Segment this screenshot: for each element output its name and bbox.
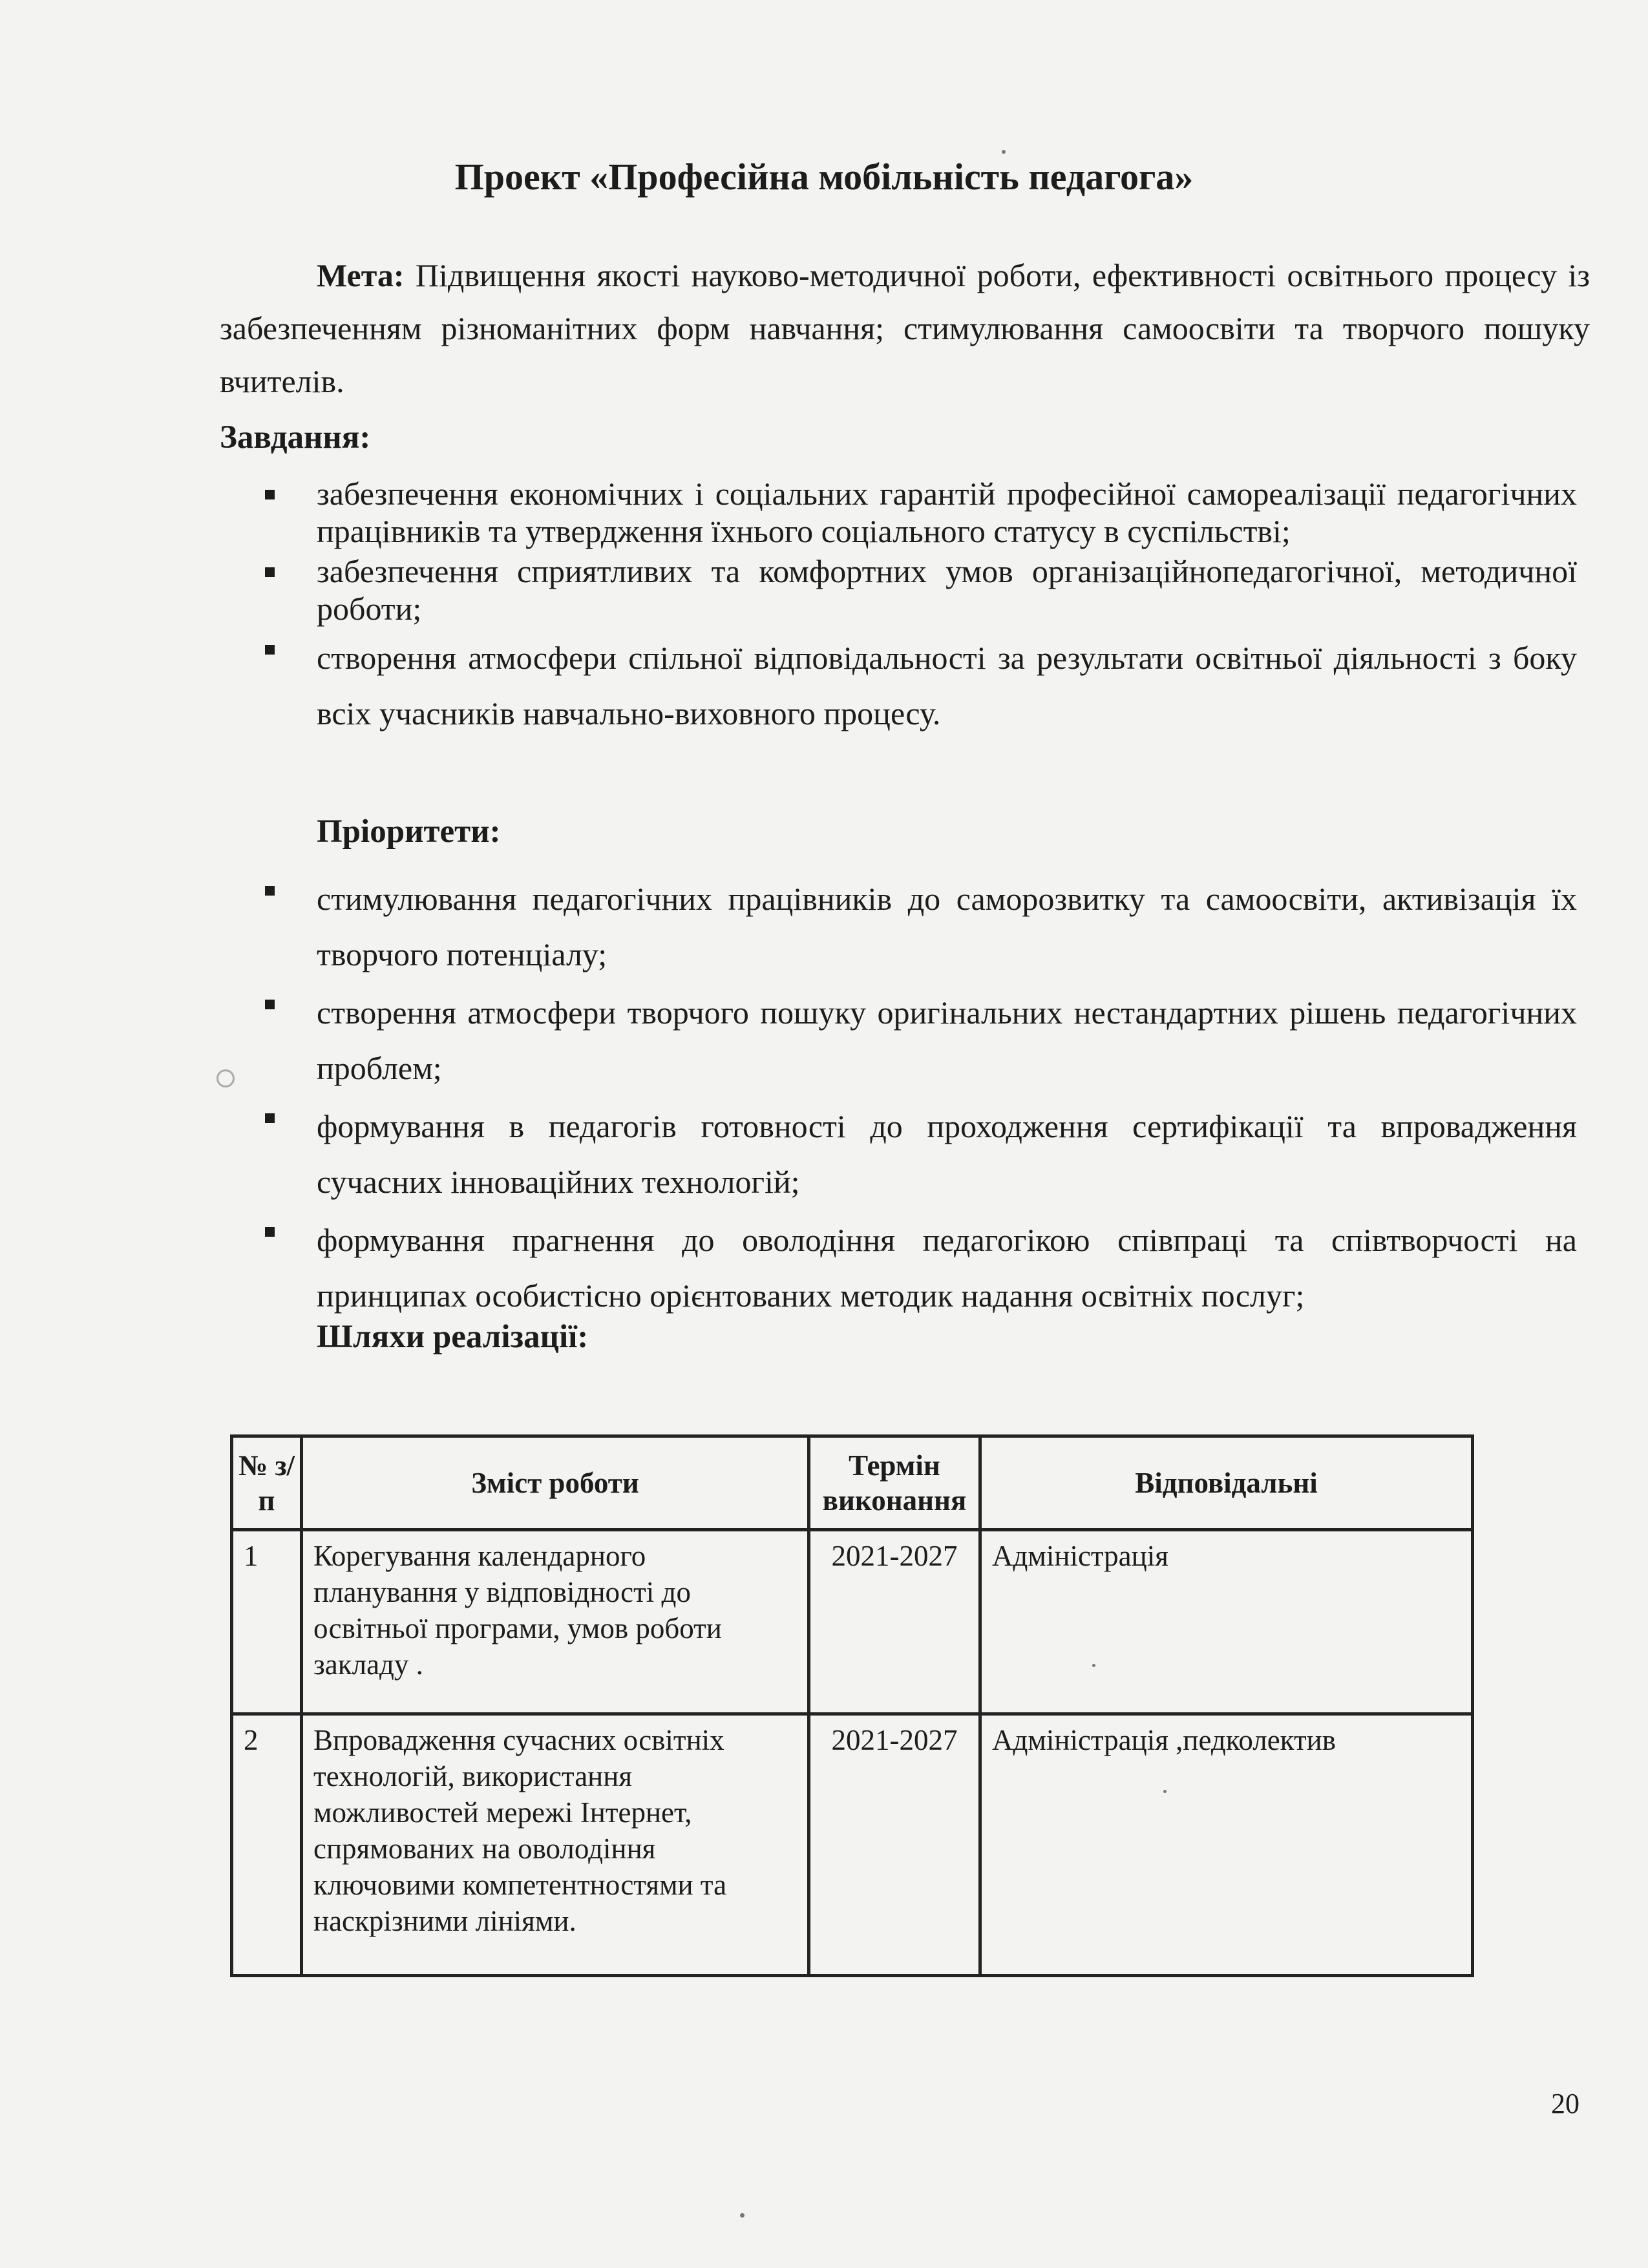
cell-term: 2021-2027	[809, 1714, 980, 1976]
implementation-table	[230, 1434, 1474, 1977]
ways-heading: Шляхи реалізації:	[317, 1319, 589, 1355]
list-item-text: формування в педагогів готовності до проходження сертифікації та впровадження сучасних інноваційних технологій;	[317, 1108, 1577, 1200]
document-title: Проект «Професійна мобільність педагога»	[454, 156, 1194, 198]
bullet-icon	[265, 567, 275, 577]
list-item	[265, 475, 1577, 550]
cell-term: 2021-2027	[809, 1530, 980, 1714]
goal-label: Мета:	[317, 257, 405, 293]
scan-speck	[1092, 1664, 1095, 1667]
cell-content: Корегування календарного планування у відповідності до освітньої програми, умов роботи закладу .	[302, 1530, 809, 1714]
header-term: Термін виконання	[809, 1436, 980, 1530]
list-item	[265, 1098, 1577, 1210]
list-item-text: забезпечення економічних і соціальних гарантій професійної самореалізації педагогічних працівників та утвердження їхнього соціального статусу в суспільстві;	[317, 476, 1577, 549]
list-item-text: створення атмосфери творчого пошуку оригінальних нестандартних рішень педагогічних проблем;	[317, 994, 1577, 1086]
page-number: 20	[1551, 2088, 1579, 2119]
scan-speck	[217, 1069, 235, 1087]
header-content: Зміст роботи	[302, 1436, 809, 1530]
goal-paragraph	[220, 249, 1590, 408]
bullet-icon	[265, 645, 275, 655]
goal-text: Підвищення якості науково-методичної роботи, ефективності освітнього процесу із забезпеченням різноманітних форм навчання; стимулювання самоосвіти та творчого пошуку вчителів.	[220, 257, 1590, 399]
list-item-text: формування прагнення до оволодіння педагогікою співпраці та співтворчості на принципах особистісно орієнтованих методик надання освітніх послуг;	[317, 1222, 1577, 1314]
table-row	[232, 1714, 1473, 1976]
priorities-list	[265, 871, 1577, 1326]
bullet-icon	[265, 1227, 275, 1237]
cell-responsible: Адміністрація	[980, 1530, 1473, 1714]
list-item-text: створення атмосфери спільної відповідальності за результати освітньої діяльності з боку всіх учасників навчально-виховного процесу.	[317, 640, 1577, 731]
table-header-row	[232, 1436, 1473, 1530]
list-item-text: стимулювання педагогічних працівників до саморозвитку та самоосвіти, активізація їх творчого потенціалу;	[317, 881, 1577, 972]
cell-responsible: Адміністрація ,педколектив	[980, 1714, 1473, 1976]
cell-num: 2	[232, 1714, 302, 1976]
list-item	[265, 985, 1577, 1096]
cell-content: Впровадження сучасних освітніх технологій, використання можливостей мережі Інтернет, спрямованих на оволодіння ключовими компетентностями та наскрізними лініями.	[302, 1714, 809, 1976]
list-item	[265, 630, 1577, 741]
cell-num: 1	[232, 1530, 302, 1714]
priorities-heading: Пріоритети:	[317, 814, 501, 850]
scan-speck	[740, 2213, 745, 2218]
bullet-icon	[265, 490, 275, 499]
tasks-heading: Завдання:	[220, 419, 371, 456]
list-item	[265, 1212, 1577, 1323]
table-row	[232, 1530, 1473, 1714]
tasks-list	[265, 475, 1577, 744]
header-num: № з/п	[232, 1436, 302, 1530]
scan-speck	[1163, 1790, 1167, 1793]
list-item	[265, 871, 1577, 982]
list-item	[265, 552, 1577, 627]
bullet-icon	[265, 1000, 275, 1009]
list-item-text: забезпечення сприятливих та комфортних умов організаційнопедагогічної, методичної роботи;	[317, 553, 1577, 627]
scan-speck	[1002, 150, 1006, 154]
header-responsible: Відповідальні	[980, 1436, 1473, 1530]
bullet-icon	[265, 1113, 275, 1123]
bullet-icon	[265, 886, 275, 896]
